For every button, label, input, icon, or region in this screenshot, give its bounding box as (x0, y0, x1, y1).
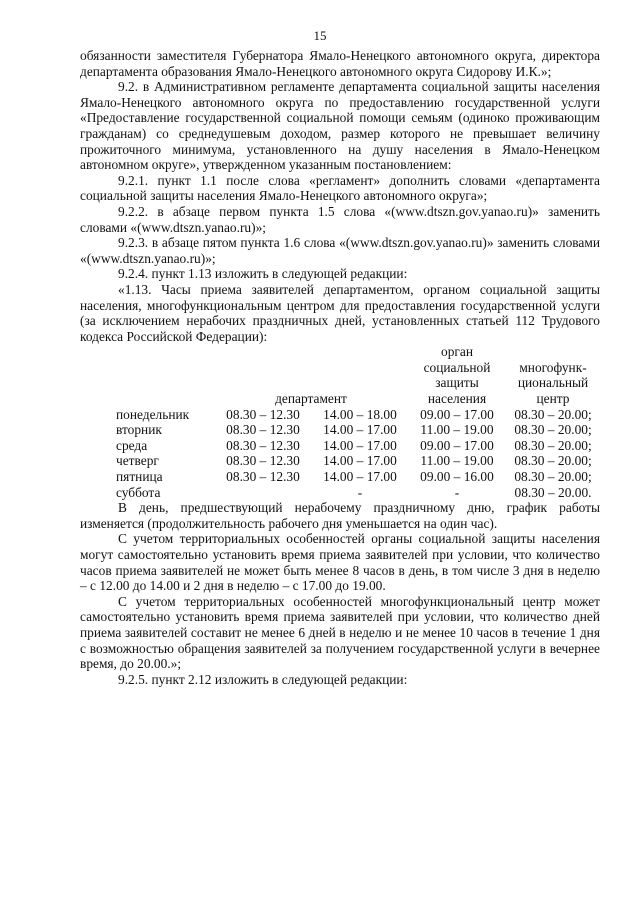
dep-morning-cell: 08.30 – 12.30 (226, 422, 300, 438)
table-row (80, 453, 600, 469)
dep-morning-cell: 08.30 – 12.30 (226, 469, 300, 485)
paragraph: 9.2.4. пункт 1.13 изложить в следующей редакции: (118, 266, 408, 282)
paragraph: 9.2. в Административном регламенте департамента социальной защиты населения Ямало-Ненецкого автономного округа по предоставлению государственной услуги «Предоставление государственной социальной помощи семьям (одиноко проживающим гражданам) со среднедушевым доходом, размер которого не превышает величину прожиточного минимума, установленного на душу населения в Ямало-Ненецком автономном округе», утвержденном указанным постановлением: (80, 79, 600, 173)
mfc-cell: 08.30 – 20.00; (514, 422, 592, 438)
paragraph: 9.2.5. пункт 2.12 изложить в следующей редакции: (118, 671, 408, 687)
paragraph: 9.2.3. в абзаце пятом пункта 1.6 слова «(www.dtszn.gov.yanao.ru)» заменить словами «(www.dtszn.yanao.ru)»; (80, 235, 600, 266)
dep-morning-cell: 08.30 – 12.30 (226, 453, 300, 469)
table-row (80, 422, 600, 438)
mfc-cell: 08.30 – 20.00; (514, 406, 592, 422)
table-row (80, 469, 600, 485)
paragraph: В день, предшествующий нерабочему праздничному дню, график работы изменяется (продолжительность рабочего дня уменьшается на один час). (80, 500, 600, 531)
org-cell: 09.00 – 17.00 (420, 437, 494, 453)
org-cell: - (454, 484, 460, 500)
schedule-header-row (80, 344, 600, 406)
paragraph: С учетом территориальных особенностей многофункциональный центр может самостоятельно установить время приема заявителей при условии, что количество дней приема заявителей составит не менее 6 дней в неделю и не менее 10 часов в течение 1 дня с возможностью обращения заявителей за получением государственной услуги в вечернее время, до 20.00.»; (80, 593, 600, 672)
paragraph: обязанности заместителя Губернатора Ямало-Ненецкого автономного округа, директора департамента образования Ямало-Ненецкого автономного округа Сидорову И.К.»; (80, 48, 600, 79)
mfc-cell: 08.30 – 20.00. (514, 484, 592, 500)
org-cell: 09.00 – 16.00 (420, 469, 494, 485)
day-cell: вторник (116, 422, 162, 438)
header-mfc: многофунк-циональный центр (517, 359, 589, 407)
dep-afternoon-cell: - (357, 484, 363, 500)
day-cell: среда (116, 437, 148, 453)
header-org: орган социальной защиты населения (423, 344, 491, 407)
page-number: 15 (313, 28, 327, 43)
paragraph: 9.2.2. в абзаце первом пункта 1.5 слова «(www.dtszn.gov.yanao.ru)» заменить словами «(www.dtszn.yanao.ru)»; (80, 203, 600, 235)
dep-afternoon-cell: 14.00 – 17.00 (323, 422, 397, 438)
dep-afternoon-cell: 14.00 – 17.00 (323, 453, 397, 469)
day-cell: суббота (116, 484, 161, 500)
paragraph: С учетом территориальных особенностей органы социальной защиты населения могут самостоятельно установить время приема заявителей при условии, что количество часов приема заявителей не может быть менее 8 часов в день, в том числе 3 дня в неделю – с 12.00 до 14.00 и 2 дня в неделю – с 17.00 до 19.00. (80, 531, 600, 594)
org-cell: 11.00 – 19.00 (420, 422, 494, 438)
document-body (80, 48, 600, 687)
table-row (80, 407, 600, 423)
day-cell: понедельник (116, 406, 190, 422)
dep-afternoon-cell: 14.00 – 17.00 (323, 437, 397, 453)
schedule-table (80, 344, 600, 500)
day-cell: пятница (116, 469, 163, 485)
day-cell: четверг (116, 453, 159, 469)
org-cell: 09.00 – 17.00 (420, 406, 494, 422)
dep-afternoon-cell: 14.00 – 18.00 (323, 406, 397, 422)
dep-morning-cell (214, 485, 312, 501)
dep-afternoon-cell: 14.00 – 17.00 (323, 469, 397, 485)
table-row (80, 485, 600, 501)
mfc-cell: 08.30 – 20.00; (514, 469, 592, 485)
mfc-cell: 08.30 – 20.00; (514, 453, 592, 469)
table-row (80, 438, 600, 454)
header-department: департамент (275, 391, 347, 407)
mfc-cell: 08.30 – 20.00; (514, 437, 592, 453)
dep-morning-cell: 08.30 – 12.30 (226, 406, 300, 422)
paragraph: «1.13. Часы приема заявителей департаментом, органом социальной защиты населения, многофункциональным центром для предоставления государственной услуги (за исключением нерабочих праздничных дней, установленных статьей 112 Трудового кодекса Российской Федерации): (80, 281, 600, 344)
dep-morning-cell: 08.30 – 12.30 (226, 437, 300, 453)
org-cell: 11.00 – 19.00 (420, 453, 494, 469)
paragraph: 9.2.1. пункт 1.1 после слова «регламент» дополнить словами «департамента социальной защиты населения Ямало-Ненецкого автономного округа»; (80, 172, 600, 204)
